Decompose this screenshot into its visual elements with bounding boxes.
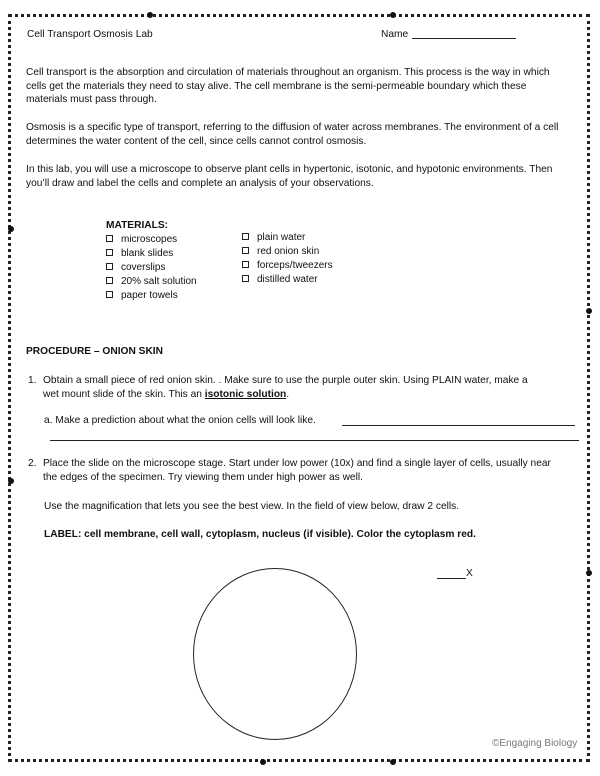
materials-list-right (242, 231, 333, 287)
materials-heading: MATERIALS: (106, 220, 169, 231)
border-dot (8, 226, 14, 232)
border-dot (260, 759, 266, 765)
name-label: Name (381, 29, 409, 40)
page-title: Cell Transport Osmosis Lab (27, 29, 153, 40)
step-1-text-line-2: wet mount slide of the skin. This an isotonic solution. (43, 389, 290, 400)
prediction-answer-line-2[interactable] (50, 440, 579, 441)
copyright-text: ©Engaging Biology (492, 738, 578, 749)
field-of-view-circle[interactable] (193, 568, 357, 740)
step-1a-question: a. Make a prediction about what the onion cells will look like. (44, 415, 316, 426)
material-item[interactable]: microscopes (106, 233, 197, 247)
prediction-answer-line-1[interactable] (342, 425, 575, 426)
label-instruction: LABEL: cell membrane, cell wall, cytoplasm, nucleus (if visible). Color the cytoplasm red. (44, 529, 476, 540)
checkbox[interactable] (242, 247, 249, 254)
material-item[interactable]: plain water (242, 231, 333, 245)
intro-paragraph-1: Cell transport is the absorption and circulation of materials throughout an organism. This process is the way in which cells get the materials they need to stay alive. The cell membrane is the semi-permeable boundary which these materials must pass through. (26, 67, 550, 105)
material-item[interactable]: coverslips (106, 261, 197, 275)
step-2-number: 2. (28, 458, 37, 469)
border-dot (8, 478, 14, 484)
step-2-text: Place the slide on the microscope stage. Start under low power (10x) and find a single layer of cells, usually near (43, 458, 551, 469)
step-1-text: Obtain a small piece of red onion skin. . Make sure to use the purple outer skin. Using PLAIN water, make a (43, 375, 528, 386)
border-dot (390, 759, 396, 765)
checkbox[interactable] (242, 275, 249, 282)
checkbox[interactable] (242, 233, 249, 240)
checkbox[interactable] (242, 261, 249, 268)
magnification-field[interactable] (437, 578, 466, 579)
border-dot (586, 570, 592, 576)
intro-paragraph-3: In this lab, you will use a microscope to observe plant cells in hypertonic, isotonic, and hypotonic environments. Then you’ll draw and label the cells and complete an analysis of your observations. (26, 164, 553, 189)
material-item[interactable]: forceps/tweezers (242, 259, 333, 273)
border-dot (390, 12, 396, 18)
checkbox[interactable] (106, 249, 113, 256)
name-field[interactable] (412, 38, 516, 39)
isotonic-term: isotonic solution (204, 389, 287, 400)
checkbox[interactable] (106, 235, 113, 242)
checkbox[interactable] (106, 277, 113, 284)
checkbox[interactable] (106, 263, 113, 270)
procedure-heading: PROCEDURE – ONION SKIN (26, 346, 163, 357)
checkbox[interactable] (106, 291, 113, 298)
step-1-number: 1. (28, 375, 37, 386)
magnification-suffix: X (466, 568, 473, 579)
material-item[interactable]: distilled water (242, 273, 333, 287)
material-item[interactable]: red onion skin (242, 245, 333, 259)
materials-list-left (106, 233, 197, 303)
border-dot (586, 308, 592, 314)
step-2-instruction: Use the magnification that lets you see the best view. In the field of view below, draw 2 cells. (44, 501, 460, 512)
material-item[interactable]: 20% salt solution (106, 275, 197, 289)
material-item[interactable]: blank slides (106, 247, 197, 261)
material-item[interactable]: paper towels (106, 289, 197, 303)
border-dot (147, 12, 153, 18)
step-2-text-line-2: the edges of the specimen. Try viewing them under high power as well. (43, 472, 363, 483)
intro-paragraph-2: Osmosis is a specific type of transport, referring to the diffusion of water across membranes. The environment of a cell determines the water content of the cell, since cells cannot control osmosis. (26, 122, 559, 147)
